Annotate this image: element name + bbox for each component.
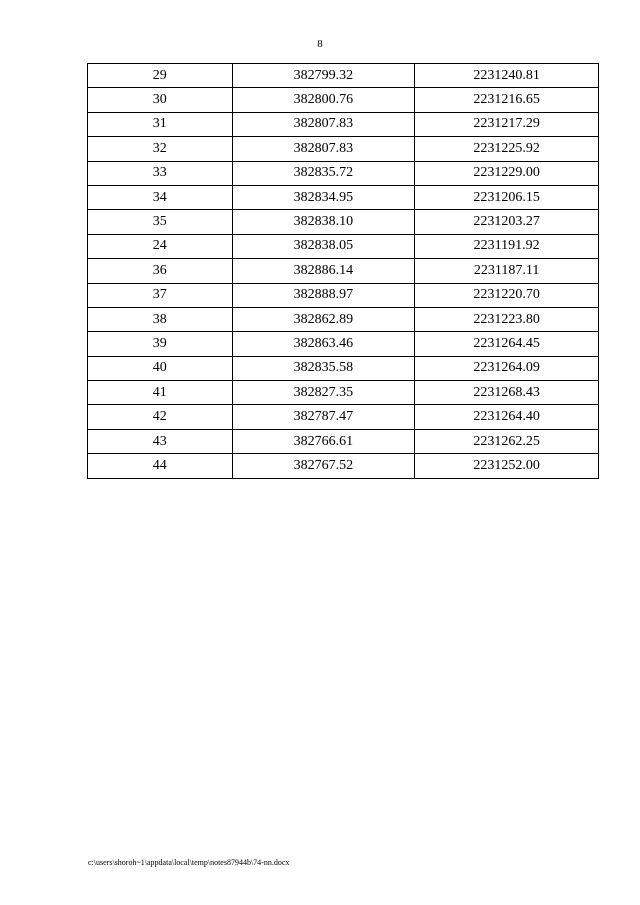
y-coordinate-cell: 2231264.40 <box>415 405 599 429</box>
footer-file-path: c:\users\shoroh~1\appdata\local\temp\notes87944b\74-nn.docx <box>88 858 290 867</box>
x-coordinate-cell: 382807.83 <box>232 137 415 161</box>
x-coordinate-cell: 382838.10 <box>232 210 415 234</box>
point-number-cell: 33 <box>88 161 233 185</box>
point-number-cell: 38 <box>88 307 233 331</box>
point-number-cell: 41 <box>88 381 233 405</box>
x-coordinate-cell: 382767.52 <box>232 454 415 478</box>
y-coordinate-cell: 2231240.81 <box>415 64 599 88</box>
point-number-cell: 24 <box>88 234 233 258</box>
table-row <box>88 307 599 331</box>
table-row <box>88 259 599 283</box>
x-coordinate-cell: 382886.14 <box>232 259 415 283</box>
y-coordinate-cell: 2231191.92 <box>415 234 599 258</box>
table-row <box>88 234 599 258</box>
point-number-cell: 30 <box>88 88 233 112</box>
table-row <box>88 88 599 112</box>
table-row <box>88 185 599 209</box>
y-coordinate-cell: 2231262.25 <box>415 429 599 453</box>
table-row <box>88 283 599 307</box>
x-coordinate-cell: 382835.58 <box>232 356 415 380</box>
x-coordinate-cell: 382835.72 <box>232 161 415 185</box>
y-coordinate-cell: 2231229.00 <box>415 161 599 185</box>
x-coordinate-cell: 382888.97 <box>232 283 415 307</box>
point-number-cell: 36 <box>88 259 233 283</box>
point-number-cell: 42 <box>88 405 233 429</box>
table-row <box>88 381 599 405</box>
y-coordinate-cell: 2231220.70 <box>415 283 599 307</box>
table-row <box>88 332 599 356</box>
y-coordinate-cell: 2231264.45 <box>415 332 599 356</box>
point-number-cell: 34 <box>88 185 233 209</box>
y-coordinate-cell: 2231223.80 <box>415 307 599 331</box>
point-number-cell: 44 <box>88 454 233 478</box>
x-coordinate-cell: 382827.35 <box>232 381 415 405</box>
x-coordinate-cell: 382838.05 <box>232 234 415 258</box>
y-coordinate-cell: 2231252.00 <box>415 454 599 478</box>
table-row <box>88 161 599 185</box>
page-number: 8 <box>317 38 323 50</box>
y-coordinate-cell: 2231203.27 <box>415 210 599 234</box>
y-coordinate-cell: 2231217.29 <box>415 112 599 136</box>
coordinates-table <box>87 63 599 479</box>
table-row <box>88 137 599 161</box>
point-number-cell: 43 <box>88 429 233 453</box>
x-coordinate-cell: 382863.46 <box>232 332 415 356</box>
y-coordinate-cell: 2231216.65 <box>415 88 599 112</box>
table-row <box>88 405 599 429</box>
y-coordinate-cell: 2231264.09 <box>415 356 599 380</box>
x-coordinate-cell: 382799.32 <box>232 64 415 88</box>
table-row <box>88 429 599 453</box>
point-number-cell: 35 <box>88 210 233 234</box>
x-coordinate-cell: 382766.61 <box>232 429 415 453</box>
x-coordinate-cell: 382862.89 <box>232 307 415 331</box>
table-row <box>88 64 599 88</box>
point-number-cell: 29 <box>88 64 233 88</box>
y-coordinate-cell: 2231268.43 <box>415 381 599 405</box>
coordinates-table-body <box>88 64 599 479</box>
x-coordinate-cell: 382800.76 <box>232 88 415 112</box>
point-number-cell: 37 <box>88 283 233 307</box>
y-coordinate-cell: 2231187.11 <box>415 259 599 283</box>
y-coordinate-cell: 2231206.15 <box>415 185 599 209</box>
y-coordinate-cell: 2231225.92 <box>415 137 599 161</box>
point-number-cell: 31 <box>88 112 233 136</box>
point-number-cell: 39 <box>88 332 233 356</box>
x-coordinate-cell: 382834.95 <box>232 185 415 209</box>
x-coordinate-cell: 382787.47 <box>232 405 415 429</box>
table-row <box>88 454 599 478</box>
table-row <box>88 210 599 234</box>
table-row <box>88 112 599 136</box>
point-number-cell: 32 <box>88 137 233 161</box>
x-coordinate-cell: 382807.83 <box>232 112 415 136</box>
table-row <box>88 356 599 380</box>
point-number-cell: 40 <box>88 356 233 380</box>
